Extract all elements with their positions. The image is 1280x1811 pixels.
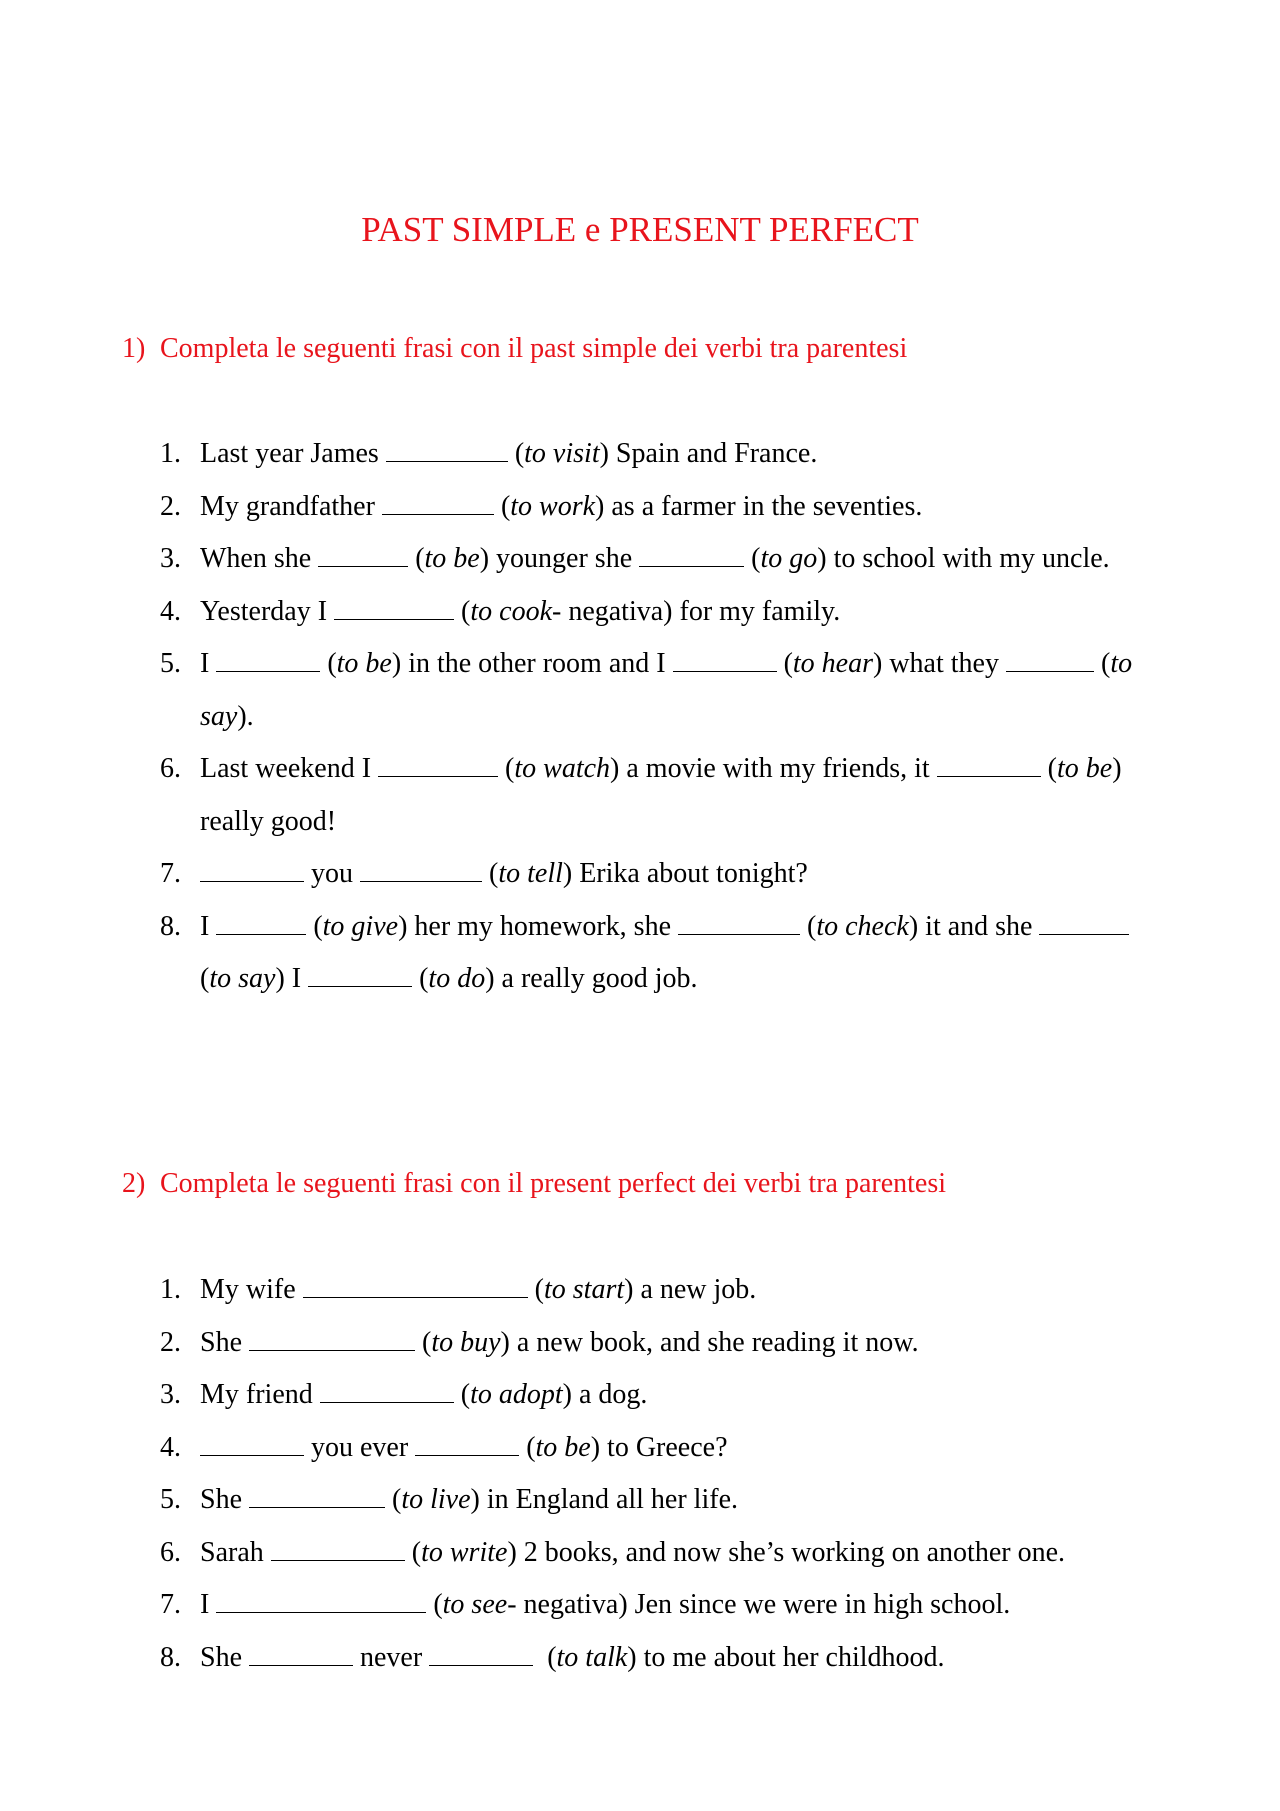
verb-hint: to go [760,543,818,574]
section-2-heading-text: Completa le seguenti frasi con il present perfect dei verbi tra parentesi [160,1168,947,1199]
answer-blank[interactable] [216,908,306,935]
answer-blank[interactable] [639,540,744,567]
verb-hint: to do [428,963,486,994]
verb-hint: to hear [792,648,874,679]
verb-hint: to be [336,648,392,679]
item-number: 4. [160,1431,181,1463]
section-1-heading-text: Completa le seguenti frasi con il past simple dei verbi tra parentesi [160,333,908,364]
answer-blank[interactable] [678,908,800,935]
section-2-number: 2) [122,1168,146,1199]
answer-blank[interactable] [303,1271,528,1298]
verb-hint: to cook [470,595,552,627]
answer-blank[interactable] [937,750,1041,777]
verb-hint: to write [421,1536,508,1568]
item-number: 6. [160,753,181,784]
verb-hint: to talk [556,1641,628,1673]
section-2-heading [122,1166,946,1202]
answer-blank[interactable] [216,645,320,672]
answer-blank[interactable] [308,960,412,987]
answer-blank[interactable] [249,1324,415,1351]
item-number: 8. [160,1641,181,1673]
verb-hint: to start [543,1274,625,1305]
page-title: PAST SIMPLE e PRESENT PERFECT [361,210,919,249]
verb-hint: to give [322,910,399,942]
item-number: 8. [160,910,181,942]
list-item: 7. I (to see- negativa) Jen since we were in high school. [160,1579,1160,1632]
answer-blank[interactable] [429,1639,533,1666]
item-number: 5. [160,1484,181,1515]
answer-blank[interactable] [200,1429,304,1456]
list-item: 5. I (to be) in the other room and I (to hear) what they (to say). [160,638,1160,743]
verb-hint: to see [442,1589,508,1620]
list-item: 2. My grandfather (to work) as a farmer in the seventies. [160,481,1160,534]
answer-blank[interactable] [415,1429,519,1456]
answer-blank[interactable] [200,855,304,882]
item-number: 7. [160,858,181,889]
item-number: 3. [160,1379,181,1410]
answer-blank[interactable] [320,1376,454,1403]
answer-blank[interactable] [271,1534,405,1561]
list-item: 5. She (to live) in England all her life. [160,1474,1160,1527]
section-2-list [160,1264,1160,1684]
item-number: 3. [160,543,181,574]
verb-hint: to check [816,910,909,942]
verb-hint: to be [1056,753,1113,784]
answer-blank[interactable] [378,750,498,777]
item-number: 2. [160,1326,181,1358]
answer-blank[interactable] [249,1481,385,1508]
answer-blank[interactable] [386,435,508,462]
verb-hint: to watch [514,753,611,784]
answer-blank[interactable] [216,1586,426,1613]
list-item: 4. you ever (to be) to Greece? [160,1422,1160,1475]
item-number: 1. [160,1274,181,1305]
answer-blank[interactable] [334,593,454,620]
verb-hint: to be [535,1431,591,1463]
verb-hint: to say [200,648,1133,732]
verb-hint: to work [510,490,596,522]
answer-blank[interactable] [382,488,494,515]
answer-blank[interactable] [360,855,482,882]
list-item: 3. When she (to be) younger she (to go) to school with my uncle. [160,533,1160,586]
list-item: 1. My wife (to start) a new job. [160,1264,1160,1317]
section-1-heading [122,331,907,367]
answer-blank[interactable] [1039,908,1129,935]
item-number: 6. [160,1536,181,1568]
answer-blank[interactable] [318,540,408,567]
list-item: 8. I (to give) her my homework, she (to check) it and she (to say) I (to do) a really good job. [160,901,1160,1006]
verb-hint: to visit [524,438,600,469]
section-1-number: 1) [122,333,146,364]
list-item: 6. Last weekend I (to watch) a movie with my friends, it (to be) really good! [160,743,1160,848]
verb-hint: to buy [431,1326,501,1358]
list-item: 2. She (to buy) a new book, and she reading it now. [160,1317,1160,1370]
list-item: 7. you (to tell) Erika about tonight? [160,848,1160,901]
verb-hint: to say [209,963,276,994]
list-item: 6. Sarah (to write) 2 books, and now she’s working on another one. [160,1527,1160,1580]
answer-blank[interactable] [673,645,777,672]
item-number: 1. [160,438,181,469]
item-number: 7. [160,1589,181,1620]
verb-hint: to adopt [470,1379,563,1410]
section-1-list [160,428,1160,1006]
answer-blank[interactable] [249,1639,353,1666]
item-number: 4. [160,595,181,627]
verb-hint: to tell [498,858,563,889]
item-number: 5. [160,648,181,679]
list-item: 1. Last year James (to visit) Spain and France. [160,428,1160,481]
list-item: 8. She never (to talk) to me about her childhood. [160,1632,1160,1685]
list-item: 3. My friend (to adopt) a dog. [160,1369,1160,1422]
answer-blank[interactable] [1006,645,1094,672]
list-item: 4. Yesterday I (to cook- negativa) for my family. [160,586,1160,639]
item-number: 2. [160,490,181,522]
verb-hint: to be [424,543,480,574]
verb-hint: to live [401,1484,471,1515]
